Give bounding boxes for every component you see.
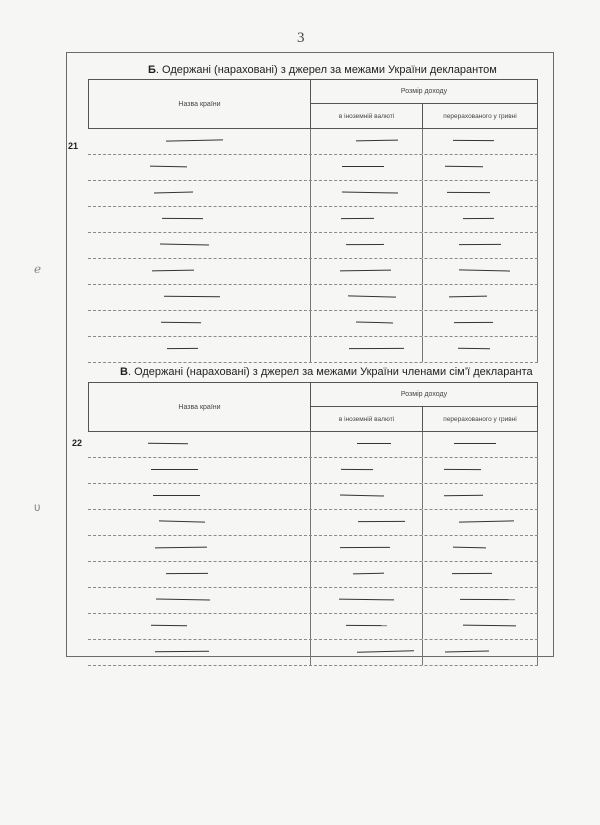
table-row: [88, 259, 538, 285]
table-row: [88, 432, 538, 458]
redacted-foreign-amount-mark: [339, 599, 394, 601]
column-header-amount: Розмір доходу: [311, 383, 537, 407]
table-row: [88, 510, 538, 536]
column-divider: [422, 536, 423, 561]
column-divider: [422, 129, 423, 154]
column-divider: [537, 311, 538, 336]
redacted-uah-amount-mark: [454, 322, 493, 323]
column-divider: [422, 155, 423, 180]
redacted-uah-amount-mark: [453, 140, 494, 141]
column-divider: [310, 640, 311, 665]
redacted-uah-amount-mark: [459, 520, 514, 522]
column-divider: [310, 458, 311, 483]
column-divider: [422, 562, 423, 587]
redacted-country-mark: [166, 139, 223, 141]
redacted-uah-amount-mark: [454, 443, 496, 444]
column-header-foreign-currency: в іноземній валюті: [311, 407, 423, 431]
section-b-table-header: [88, 79, 538, 129]
column-divider: [537, 233, 538, 258]
redacted-uah-amount-mark: [444, 495, 483, 496]
redacted-uah-amount-mark: [459, 269, 510, 271]
redacted-uah-amount-mark: [463, 218, 494, 219]
column-divider: [537, 510, 538, 535]
column-divider: [422, 233, 423, 258]
redacted-foreign-amount-mark: [342, 166, 384, 167]
table-row: [88, 233, 538, 259]
column-divider: [537, 207, 538, 232]
column-divider: [537, 640, 538, 665]
column-divider: [310, 129, 311, 154]
table-row: [88, 129, 538, 155]
redacted-uah-amount-mark: [444, 469, 481, 470]
column-header-uah: перерахованого у гривні: [443, 415, 517, 423]
column-divider: [422, 311, 423, 336]
redacted-country-mark: [159, 520, 205, 522]
redacted-country-mark: [160, 243, 209, 245]
table-row: [88, 155, 538, 181]
redacted-country-mark: [151, 469, 198, 470]
column-divider: [310, 536, 311, 561]
section-b-table-body: [88, 129, 538, 363]
table-row: [88, 181, 538, 207]
column-divider: [537, 614, 538, 639]
table-row: [88, 536, 538, 562]
section-c-title: [120, 366, 533, 378]
section-c-table: [88, 382, 538, 666]
redacted-foreign-amount-mark: [340, 270, 391, 272]
column-divider: [310, 311, 311, 336]
column-divider: [537, 155, 538, 180]
redacted-foreign-amount-mark: [346, 244, 384, 245]
column-divider: [422, 207, 423, 232]
table-row: [88, 614, 538, 640]
column-divider: [537, 458, 538, 483]
column-divider: [422, 484, 423, 509]
section-c-table-header: [88, 382, 538, 432]
column-divider: [537, 259, 538, 284]
margin-scribble: ℯ: [34, 262, 42, 276]
column-divider: [310, 562, 311, 587]
redacted-country-mark: [164, 296, 220, 298]
section-c-title-text: . Одержані (нараховані) з джерел за межами України членами сім’ї декларанта: [127, 366, 533, 378]
column-divider: [422, 614, 423, 639]
redacted-foreign-amount-mark: [353, 573, 384, 575]
redacted-uah-amount-mark: [463, 625, 516, 627]
redacted-uah-amount-mark: [447, 192, 490, 193]
table-row: [88, 484, 538, 510]
redacted-country-mark: [148, 443, 188, 444]
table-row: [88, 207, 538, 233]
column-divider: [310, 285, 311, 310]
redacted-foreign-amount-mark: [346, 625, 387, 626]
redacted-foreign-amount-mark: [357, 443, 391, 444]
column-divider: [422, 588, 423, 613]
column-divider: [310, 588, 311, 613]
redacted-foreign-amount-mark: [357, 650, 414, 652]
redacted-uah-amount-mark: [452, 573, 492, 574]
table-row: [88, 588, 538, 614]
column-divider: [310, 614, 311, 639]
table-row: [88, 640, 538, 666]
redacted-country-mark: [162, 218, 203, 219]
redacted-uah-amount-mark: [445, 166, 483, 167]
redacted-country-mark: [156, 599, 210, 601]
redacted-foreign-amount-mark: [349, 348, 404, 349]
column-header-country: Назва країни: [89, 383, 311, 431]
redacted-foreign-amount-mark: [340, 547, 390, 548]
column-divider: [537, 588, 538, 613]
redacted-country-mark: [155, 651, 209, 652]
column-divider: [422, 181, 423, 206]
redacted-uah-amount-mark: [459, 244, 501, 245]
redacted-country-mark: [161, 322, 201, 323]
column-divider: [310, 510, 311, 535]
column-header-foreign-currency: в іноземній валюті: [311, 104, 423, 128]
column-divider: [310, 484, 311, 509]
redacted-foreign-amount-mark: [348, 295, 396, 297]
redacted-foreign-amount-mark: [356, 140, 398, 142]
column-divider: [422, 337, 423, 362]
column-header-country: Назва країни: [89, 80, 311, 128]
section-c-letter: В: [120, 366, 128, 378]
column-divider: [310, 432, 311, 457]
redacted-uah-amount-mark: [453, 547, 486, 549]
column-divider: [422, 285, 423, 310]
table-row: [88, 458, 538, 484]
table-row: [88, 337, 538, 363]
section-c-row-number: 22: [72, 438, 83, 448]
column-divider: [310, 207, 311, 232]
column-divider: [537, 536, 538, 561]
column-divider: [310, 259, 311, 284]
section-b-title: [148, 64, 497, 76]
table-row: [88, 285, 538, 311]
redacted-country-mark: [154, 192, 193, 194]
redacted-foreign-amount-mark: [356, 322, 393, 324]
column-divider: [537, 432, 538, 457]
column-divider: [310, 181, 311, 206]
redacted-uah-amount-mark: [460, 599, 515, 600]
margin-scribble-2: ʋ: [34, 500, 41, 514]
redacted-country-mark: [150, 166, 187, 168]
column-divider: [310, 337, 311, 362]
column-divider: [422, 640, 423, 665]
column-divider: [422, 259, 423, 284]
redacted-country-mark: [166, 573, 208, 574]
redacted-country-mark: [155, 547, 207, 549]
column-header-amount: Розмір доходу: [311, 80, 537, 104]
section-b-row-number: 21: [68, 141, 79, 151]
column-divider: [422, 458, 423, 483]
column-header-uah: перерахованого у гривні: [443, 112, 517, 120]
redacted-uah-amount-mark: [449, 296, 487, 298]
redacted-uah-amount-mark: [458, 348, 490, 350]
section-b-title-text: . Одержані (нараховані) з джерел за межами України декларантом: [155, 64, 497, 76]
redacted-foreign-amount-mark: [340, 495, 384, 497]
redacted-foreign-amount-mark: [341, 218, 374, 219]
redacted-foreign-amount-mark: [358, 521, 405, 522]
column-divider: [422, 510, 423, 535]
column-divider: [310, 155, 311, 180]
column-divider: [537, 337, 538, 362]
column-divider: [537, 484, 538, 509]
table-row: [88, 562, 538, 588]
redacted-country-mark: [167, 348, 198, 349]
redacted-foreign-amount-mark: [341, 469, 373, 470]
redacted-country-mark: [151, 625, 187, 626]
table-row: [88, 311, 538, 337]
redacted-uah-amount-mark: [445, 651, 489, 653]
column-divider: [537, 285, 538, 310]
column-divider: [537, 562, 538, 587]
redacted-country-mark: [152, 270, 194, 272]
redacted-country-mark: [153, 495, 200, 496]
column-divider: [310, 233, 311, 258]
column-divider: [537, 129, 538, 154]
page-number: 3: [297, 30, 305, 46]
section-c-table-body: [88, 432, 538, 666]
section-b-table: [88, 79, 538, 363]
column-divider: [537, 181, 538, 206]
column-divider: [422, 432, 423, 457]
redacted-foreign-amount-mark: [342, 192, 398, 194]
section-b-letter: Б: [148, 64, 156, 76]
